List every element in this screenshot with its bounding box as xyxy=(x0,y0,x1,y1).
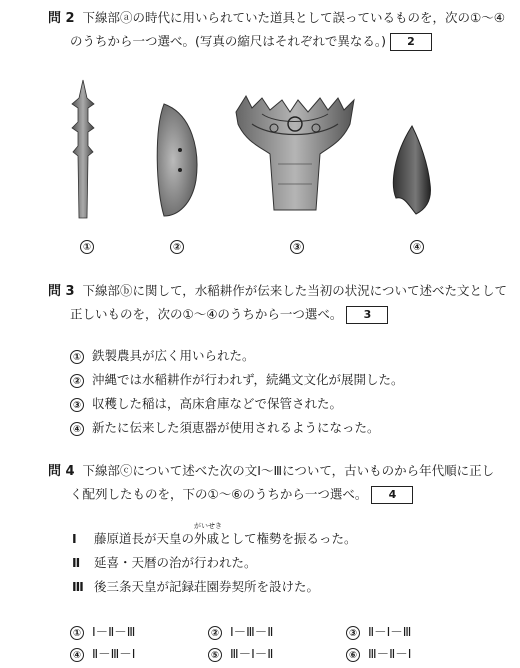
choice-text: Ⅰ－Ⅱ－Ⅲ xyxy=(91,624,136,639)
q4-statement-3 xyxy=(72,579,319,595)
choice-num: ① xyxy=(70,626,84,640)
harpoon-image xyxy=(66,78,100,224)
statement-text-pre: 藤原道長が天皇の xyxy=(94,531,195,546)
q3-option-num: ① xyxy=(70,350,84,364)
q2-photo-label-2: ② xyxy=(170,240,184,254)
q3-option-num: ④ xyxy=(70,422,84,436)
roman-numeral: Ⅲ xyxy=(72,579,84,594)
q3-text1: 下線部ⓑに関して，水稲耕作が伝来した当初の状況について述べた文として xyxy=(82,283,508,298)
q2-text1: 下線部ⓐの時代に用いられていた道具として誤っているものを，次の①〜④ xyxy=(82,10,505,25)
q3-answer-box[interactable]: 3 xyxy=(346,306,388,324)
q3-option-text: 収穫した稲は，高床倉庫などで保管された。 xyxy=(91,396,342,411)
q3-number: 問 3 xyxy=(48,284,75,299)
choice-num: ⑥ xyxy=(346,648,360,662)
ruby-base: 外戚 xyxy=(194,531,220,546)
choice-text: Ⅱ－Ⅰ－Ⅲ xyxy=(367,624,412,639)
q3-option-1[interactable] xyxy=(70,348,254,364)
q4-choice-4[interactable] xyxy=(70,646,135,662)
arrowhead-image xyxy=(386,124,436,216)
choice-num: ⑤ xyxy=(208,648,222,662)
choice-num: ④ xyxy=(70,648,84,662)
q4-answer-box[interactable]: 4 xyxy=(371,486,413,504)
q4-line2 xyxy=(70,486,413,504)
q4-statement-1 xyxy=(72,522,357,547)
q3-option-num: ③ xyxy=(70,398,84,412)
q3-option-3[interactable] xyxy=(70,396,342,412)
statement-text-post: として権勢を振るった。 xyxy=(219,531,357,546)
q2-photo-label-1: ① xyxy=(80,240,94,254)
choice-text: Ⅲ－Ⅰ－Ⅱ xyxy=(229,646,274,661)
q4-choice-1[interactable] xyxy=(70,624,135,640)
q2-answer-box[interactable]: 2 xyxy=(390,33,432,51)
q4-choice-2[interactable] xyxy=(208,624,273,640)
q2-photo-label-3: ③ xyxy=(290,240,304,254)
q2-text2: のうちから一つ選べ。(写真の縮尺はそれぞれで異なる。) xyxy=(70,33,387,49)
q2-number: 問 2 xyxy=(48,11,75,26)
q3-option-2[interactable] xyxy=(70,372,403,388)
statement-text: 後三条天皇が記録荘園券契所を設けた。 xyxy=(94,579,320,594)
choice-text: Ⅰ－Ⅲ－Ⅱ xyxy=(229,624,274,639)
q3-option-text: 鉄製農具が広く用いられた。 xyxy=(91,348,255,363)
roman-numeral: Ⅱ xyxy=(72,555,81,570)
choice-num: ③ xyxy=(346,626,360,640)
q2-line1 xyxy=(48,10,505,27)
q4-number: 問 4 xyxy=(48,464,75,479)
q3-option-text: 新たに伝来した須恵器が使用されるようになった。 xyxy=(91,420,380,435)
choice-num: ② xyxy=(208,626,222,640)
q4-choice-3[interactable] xyxy=(346,624,411,640)
q4-choice-6[interactable] xyxy=(346,646,411,662)
q4-text2: く配列したものを，下の①〜⑥のうちから一つ選べ。 xyxy=(70,486,368,502)
q4-text1: 下線部ⓒについて述べた次の文Ⅰ〜Ⅲについて，古いものから年代順に正し xyxy=(82,463,495,478)
q3-line2 xyxy=(70,306,388,324)
q2-line2 xyxy=(70,33,432,51)
q3-option-num: ② xyxy=(70,374,84,388)
q3-line1 xyxy=(48,283,507,300)
q3-option-4[interactable] xyxy=(70,420,379,436)
q4-choice-5[interactable] xyxy=(208,646,273,662)
statement-text: 延喜・天暦の治が行われた。 xyxy=(94,555,257,570)
jomon-pottery-image xyxy=(232,94,358,222)
q3-option-text: 沖縄では水稲耕作が行われず，続縄文文化が展開した。 xyxy=(91,372,404,387)
q3-text2: 正しいものを，次の①〜④のうちから一つ選べ。 xyxy=(70,306,343,322)
ruby-word xyxy=(194,522,223,547)
q4-line1 xyxy=(48,463,494,480)
roman-numeral: Ⅰ xyxy=(72,531,77,546)
ruby-reading: がいせき xyxy=(194,522,223,530)
choice-text: Ⅲ－Ⅱ－Ⅰ xyxy=(367,646,412,661)
stone-knife-image xyxy=(152,100,202,220)
choice-text: Ⅱ－Ⅲ－Ⅰ xyxy=(91,646,136,661)
q4-statement-2 xyxy=(72,555,257,571)
q2-photo-label-4: ④ xyxy=(410,240,424,254)
